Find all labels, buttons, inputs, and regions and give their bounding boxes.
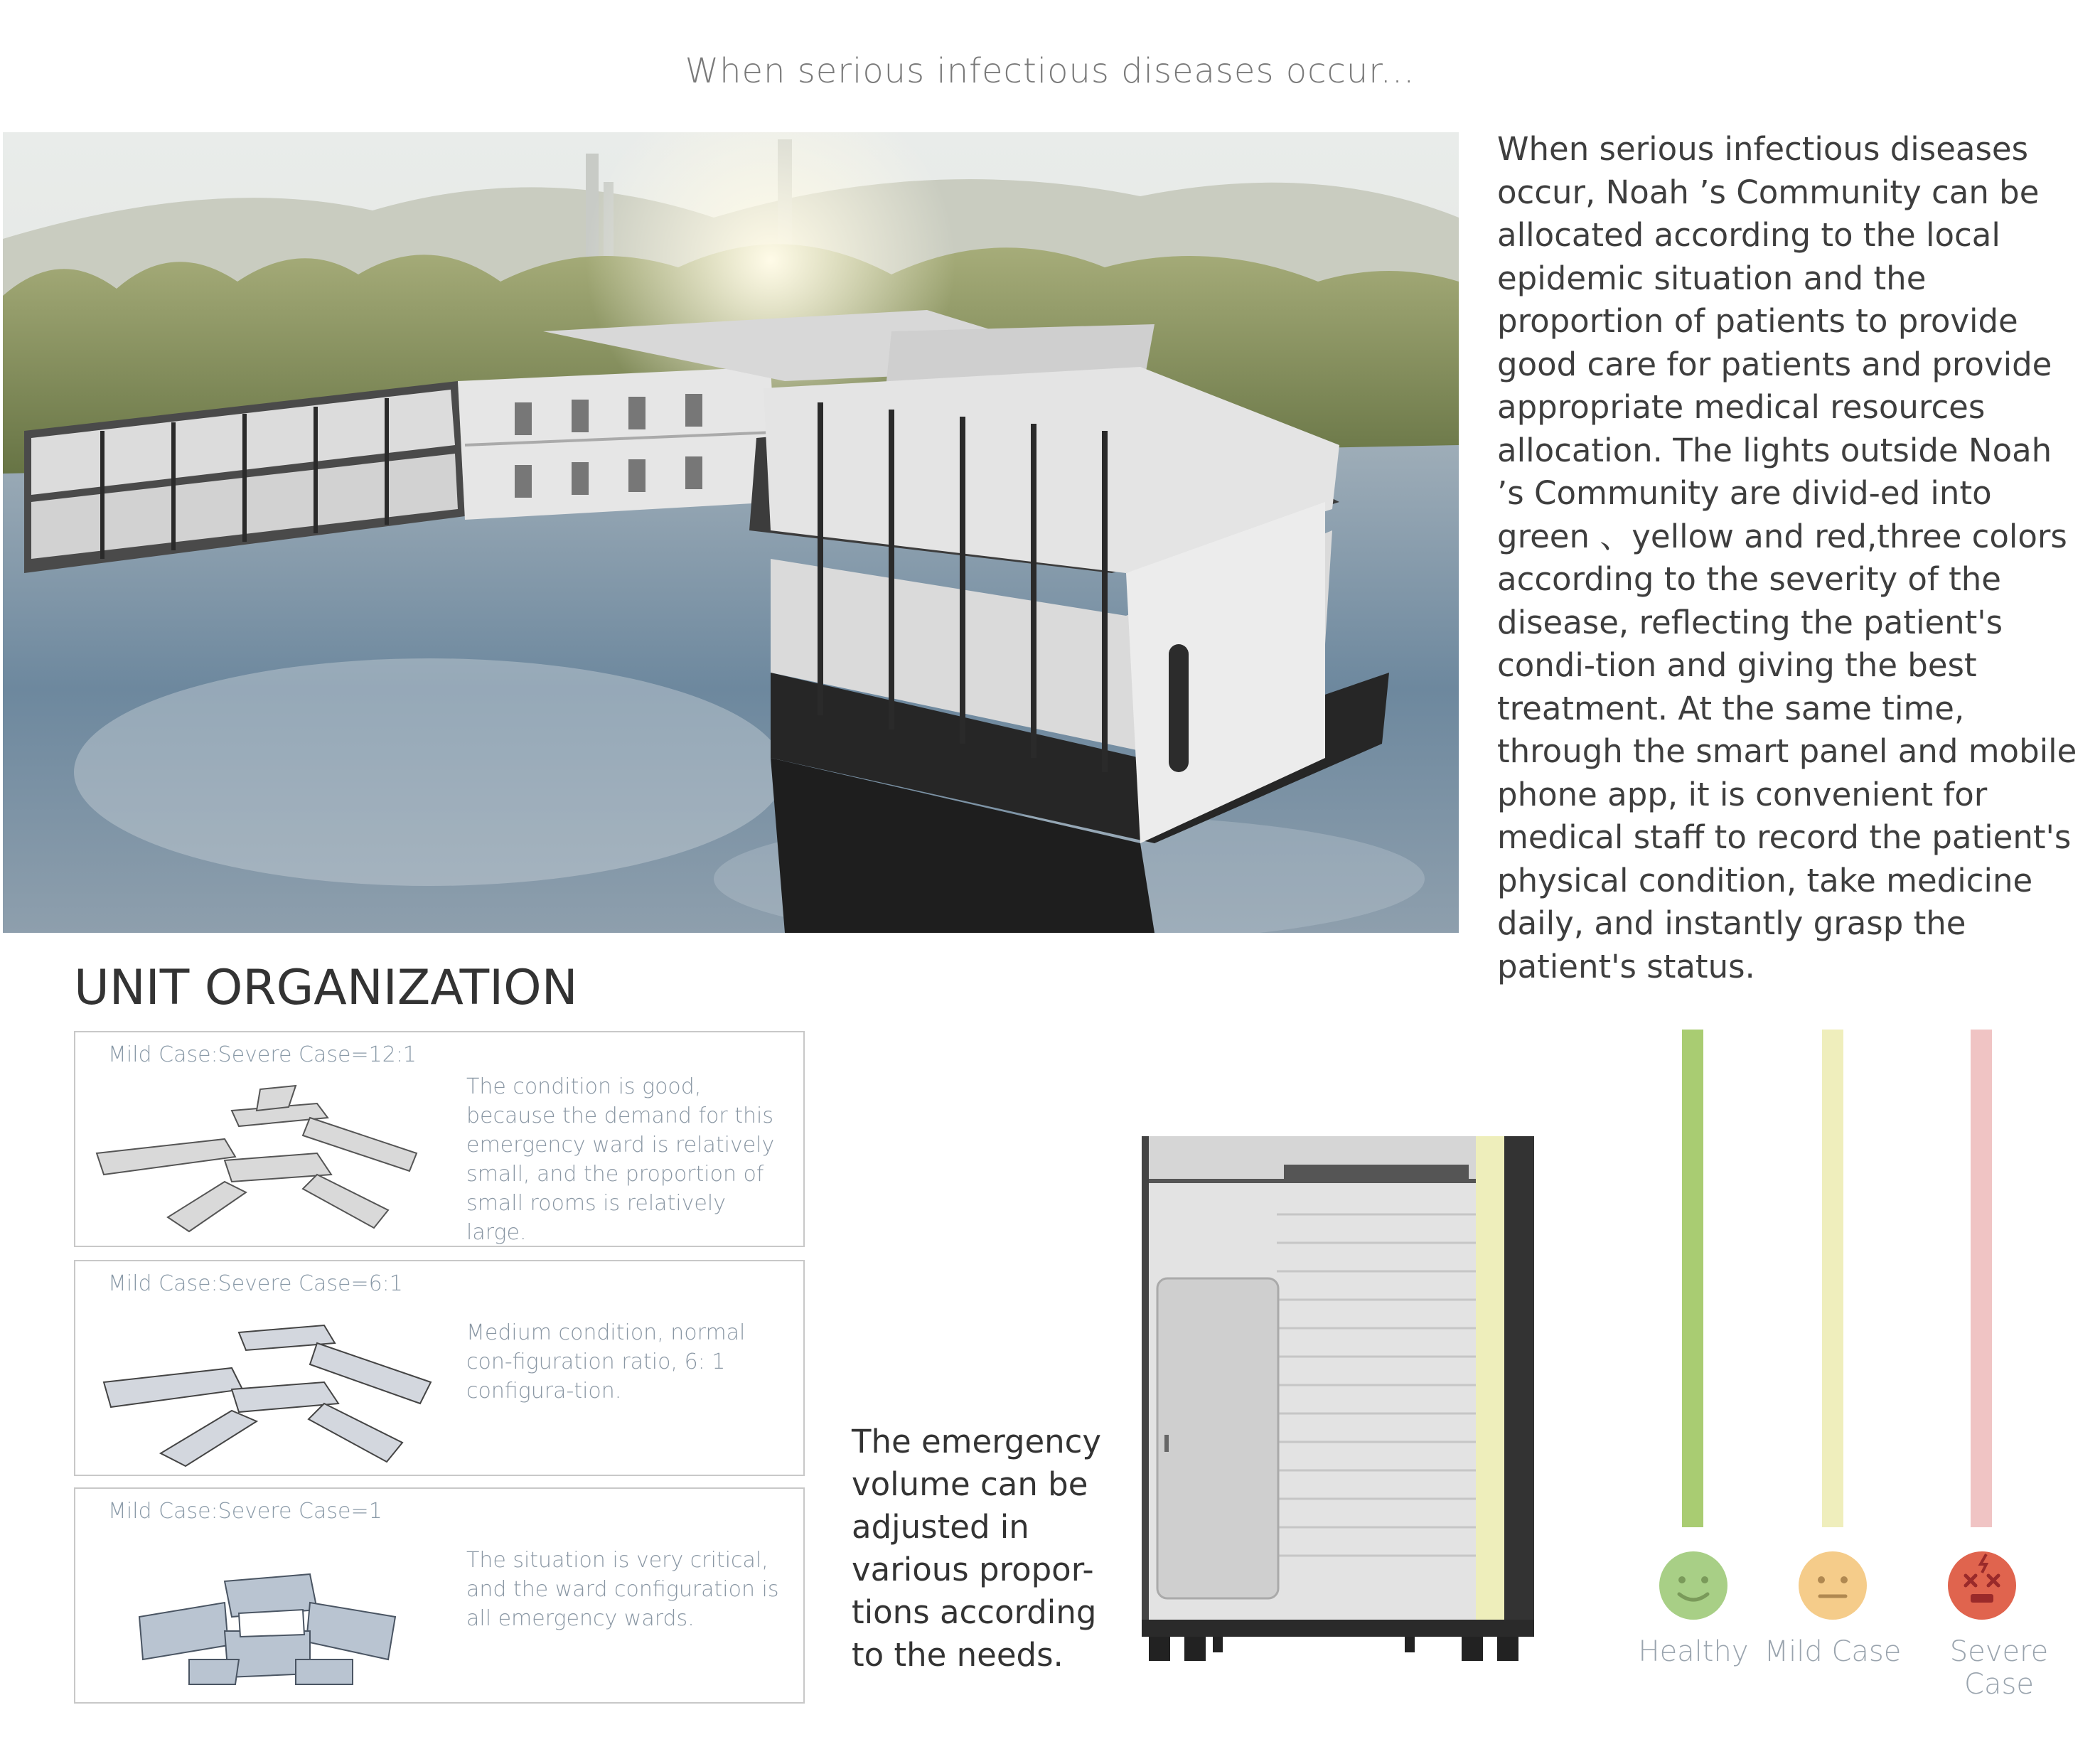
module-elevation-drawing bbox=[1142, 1136, 1534, 1669]
mild-case-neutral-face-icon bbox=[1797, 1550, 1868, 1621]
case-card-6-1 bbox=[74, 1260, 805, 1476]
case-description: The situation is very critical, and the ward configuration is all emergency wards. bbox=[466, 1548, 779, 1631]
case-layout-image-6-1 bbox=[82, 1304, 459, 1471]
hero-rendering-image bbox=[3, 132, 1459, 933]
healthy-smiley-icon bbox=[1658, 1550, 1729, 1621]
healthy-light-bar bbox=[1682, 1030, 1703, 1527]
case-card-12-1 bbox=[74, 1031, 805, 1247]
emergency-volume-note: The emergency volume can be adjusted in various propor-tions according to the needs. bbox=[852, 1423, 1102, 1674]
case-layout-image-12-1 bbox=[82, 1075, 459, 1242]
legend-label-healthy: Healthy bbox=[1638, 1635, 1749, 1668]
case-ratio-label: Mild Case:Severe Case=12:1 bbox=[108, 1042, 417, 1067]
mild-case-light-bar bbox=[1822, 1030, 1843, 1527]
case-description: Medium condition, normal con-figuration ratio, 6: 1 configura-tion. bbox=[466, 1320, 746, 1404]
description-paragraph: When serious infectious diseases occur, Noah ’s Community can be allocated according to the local epidemic situation and the proportion of patients to provide good care for patients and provide appropriate medical resources allocation. The lights outside Noah ’s Community are divid-ed into green 、yellow and red,three colors according to the severity of the disease, reflecting the patient's condi-tion and giving the best treatment. At the same time, through the smart panel and mobile phone app, it is convenient for medical staff to record the patient's physical condition, take medicine daily, and instantly grasp the patient's status. bbox=[1497, 130, 2077, 985]
case-ratio-label: Mild Case:Severe Case=1 bbox=[108, 1499, 382, 1524]
description-text bbox=[1497, 128, 2087, 988]
page-title: When serious infectious diseases occur... bbox=[685, 51, 1415, 91]
case-card-1 bbox=[74, 1487, 805, 1704]
legend-label-severe-case: Severe Case bbox=[1949, 1635, 2049, 1701]
case-ratio-label: Mild Case:Severe Case=6:1 bbox=[108, 1271, 403, 1296]
case-layout-image-1 bbox=[82, 1553, 459, 1699]
unit-organization-title: UNIT ORGANIZATION bbox=[74, 960, 578, 1016]
legend-label-mild-case: Mild Case bbox=[1764, 1635, 1902, 1668]
severe-case-light-bar bbox=[1971, 1030, 1992, 1527]
severe-case-sick-face-icon bbox=[1946, 1550, 2018, 1621]
case-description: The condition is good, because the demand for this emergency ward is relatively small, and the proportion of small rooms is relatively large. bbox=[466, 1074, 775, 1245]
